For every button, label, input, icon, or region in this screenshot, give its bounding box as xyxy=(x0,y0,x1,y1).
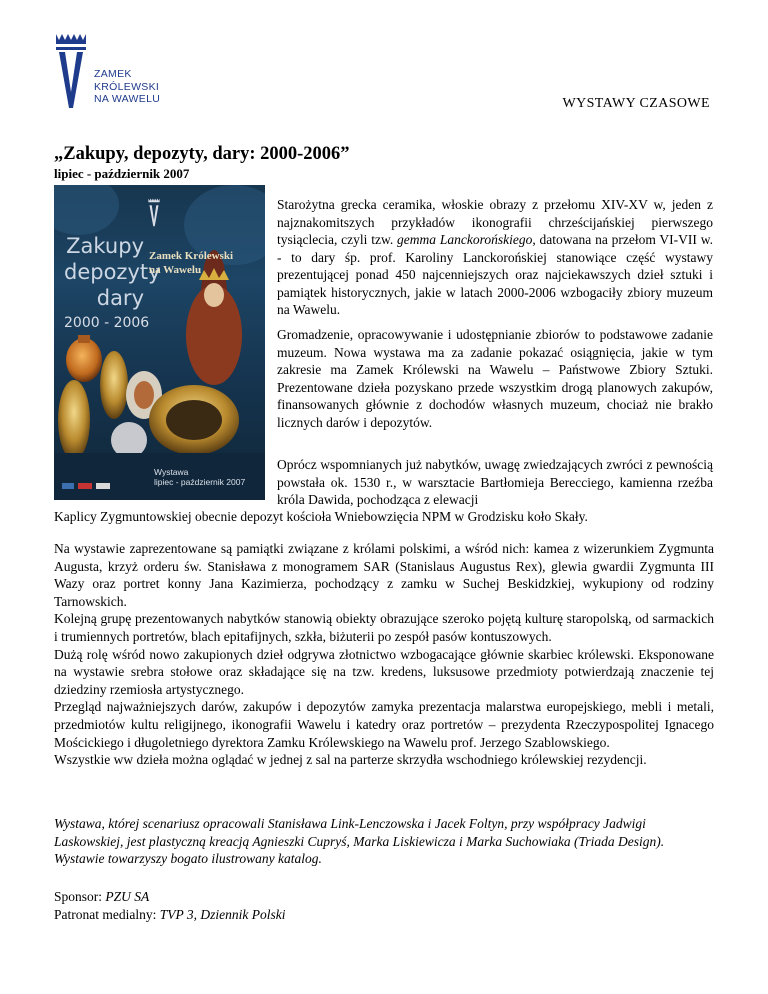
paragraph-david-b: Kaplicy Zygmuntowskiej obecnie depozyt kościoła Wniebowzięcia NPM w Grodzisku koło Skały. xyxy=(54,509,588,524)
exhibition-dates: lipiec - październik 2007 xyxy=(54,166,190,181)
body-text xyxy=(54,540,714,769)
gemma-name: gemma Lanckorońskiego xyxy=(397,232,533,247)
sponsor-logos-icon xyxy=(62,483,112,489)
sponsor-label: Sponsor: xyxy=(54,889,106,904)
poster-heading-2: depozyty xyxy=(64,260,161,284)
poster-footer-2: lipiec - październik 2007 xyxy=(154,477,246,487)
exhibition-poster xyxy=(54,185,265,500)
poster-heading-3: dary xyxy=(96,286,144,310)
media-label: Patronat medialny: xyxy=(54,906,160,922)
paragraph-david-a: Oprócz wspomnianych już nabytków, uwagę zwiedzających zwróci z pewnością powstała ok. 1530 r., w warsztacie Bartłomieja Berecciego, kamienna rzeźba króla Dawida, pochodząca z elewacji xyxy=(277,457,713,507)
paragraph-intro-b: , datowana na przełom VI-VII w. - to dary śp. prof. Karoliny Lanckorońskiej stanowiące część wystawy prezentującej ponad 450 najcenniejszych oraz najciekawszych dzieł sztuki i pamiątek historycznych, jakie w latach 2000-2006 wzbogaciły zbiory muzeum na Wawelu. xyxy=(277,232,713,317)
logo-line-1: ZAMEK xyxy=(94,68,132,80)
body-paragraph-4: Przegląd najważniejszych darów, zakupów i depozytów zamyka prezentacja malarstwa europejskiego, mebli i metali, przedmiotów kultu religijnego, ikonografii Wawelu i katedry oraz portretów – prezydenta Rzeczypospolitej Ignacego Mościckiego i długoletniego dyrektora Zamku Królewskiego na Wawelu prof. Jerzego Szablowskiego. xyxy=(54,699,714,750)
section-label: WYSTAWY CZASOWE xyxy=(562,96,710,111)
credits xyxy=(54,815,714,868)
poster-institution-2: na Wawelu xyxy=(149,264,202,276)
poster-crown-icon xyxy=(144,197,164,227)
sponsor-block xyxy=(54,888,285,923)
sponsor-line xyxy=(54,888,285,906)
credits-paragraph-1: Wystawa, której scenariusz opracowali Stanisława Link-Lenczowska i Jacek Foltyn, przy współpracy Jadwigi Laskowskiej, jest plastyczną kreacją Agnieszki Cupryś, Marka Liskiewicza i Marka Suchowiaka (Triada Design). xyxy=(54,816,665,849)
media-value: TVP 3, Dziennik Polski xyxy=(159,906,286,922)
poster-years: 2000 - 2006 xyxy=(64,315,150,331)
logo-line-3: NA WAWELU xyxy=(94,93,161,105)
exhibition-title: „Zakupy, depozyty, dary: 2000-2006” xyxy=(54,144,350,164)
media-line xyxy=(54,906,285,924)
body-paragraph-3: Dużą rolę wśród nowo zakupionych dzieł odgrywa złotnictwo wzbogacające głównie skarbiec królewski. Eksponowane na wystawie srebra stołowe oraz składające się na tzw. kredens, luksusowe przedmioty potwierdzają znaczenie tej dziedziny rzemiosła artystycznego. xyxy=(54,646,714,697)
body-paragraph-2: Kolejną grupę prezentowanych nabytków stanowią obiekty obrazujące szeroko pojętą kulturę staropolską, od sarmackich i trumiennych portretów, blach epitafijnych, szkła, biżuterii po zespół pasów kontuszowych. xyxy=(54,611,714,644)
body-paragraph-5: Wszystkie ww dzieła można oglądać w jednej z sal na parterze skrzydła wschodniego królewskiej rezydencji. xyxy=(54,752,647,768)
paragraph-mission: Gromadzenie, opracowywanie i udostępnianie zbiorów to podstawowe zadanie muzeum. Nowa wystawa ma za zadanie pokazać osiągnięcia, jakie w tym zakresie ma Zamek Królewski na Wawelu – Państwowe Zbiory Sztuki. Prezentowane dzieła pozyskano przede wszystkim drogą planowych zakupów, finansowanych głównie z dochodów własnych muzeum, chociaż nie brakło licznych darów i depozytów. xyxy=(277,327,713,430)
logo-line-2: KRÓLEWSKI xyxy=(94,80,160,93)
sponsor-value: PZU SA xyxy=(105,889,150,904)
paragraph-intro xyxy=(277,196,713,319)
poster-heading-1: Zakupy xyxy=(66,234,144,258)
paragraph-intro-a: Starożytna grecka ceramika, włoskie obrazy z przełomu XIV-XV w, jeden z najznakomitszych przykładów ikonografii chrześcijańskiej pierwszego tysiąclecia, czyli tzw. xyxy=(277,197,713,247)
poster-footer-1: Wystawa xyxy=(154,467,189,477)
wawel-crown-logo-icon xyxy=(50,30,92,110)
logo xyxy=(50,30,180,110)
body-paragraph-1: Na wystawie zaprezentowane są pamiątki związane z królami polskimi, a wśród nich: kamea z wizerunkiem Zygmunta Augusta, krzyż orderu św. Stanisława z monogramem SAR (Stanislaus Augustus Rex), glewia gwardii Zygmunta III Wazy oraz portret konny Jana Kazimierza, pochodzący z zamku w Suchej Beskidzkiej, wykupiony od rodziny Tarnowskich. xyxy=(54,541,714,609)
credits-paragraph-2: Wystawie towarzyszy bogato ilustrowany katalog. xyxy=(54,851,322,867)
poster-institution-1: Zamek Królewski xyxy=(149,250,234,262)
